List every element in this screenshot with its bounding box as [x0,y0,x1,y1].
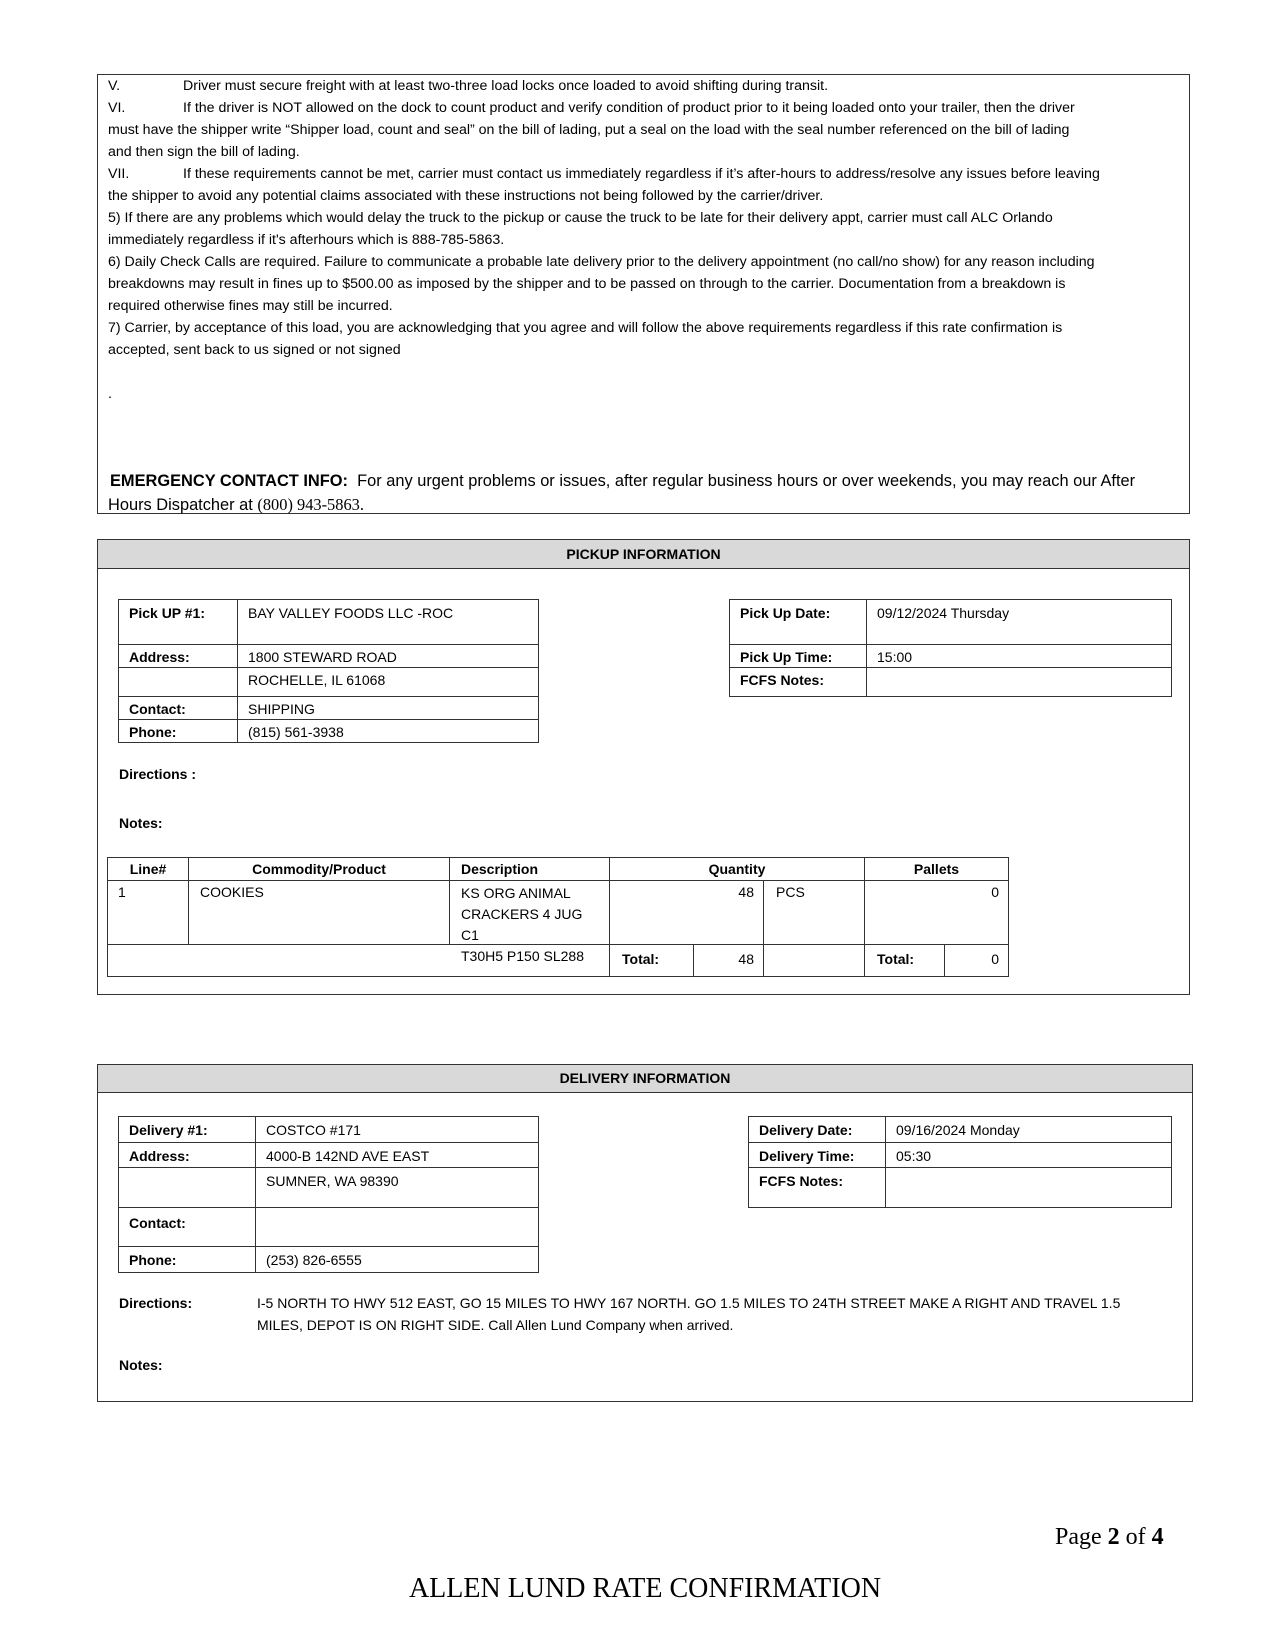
term-line [108,251,1179,273]
page-total: 4 [1151,1524,1164,1550]
commodity-row-description [449,880,610,964]
description-line: KS ORG ANIMAL [461,885,571,901]
commodity-header-line: Line# [107,857,189,881]
delivery-phone: (253) 826-6555 [255,1246,539,1273]
term-text: Driver must secure freight with at least two-three load locks once loaded to avoid shifting during transit. [183,78,829,94]
term-dot: . [108,386,112,402]
delivery-label-cell: Delivery #1: [118,1116,256,1143]
commodity-row-pallets: 0 [864,880,1009,945]
terms-box [97,74,1190,514]
pickup-name: BAY VALLEY FOODS LLC -ROC [237,599,539,645]
commodity-total-quantity: 48 [693,944,764,977]
delivery-time-label: Delivery Time: [748,1142,886,1168]
term-text: must have the shipper write “Shipper load, count and seal” on the bill of lading, put a seal on the load with the seal number referenced on the bill of lading [108,122,1070,138]
emergency-contact-line2 [108,493,364,517]
term-text: If the driver is NOT allowed on the dock to count product and verify condition of product prior to it being loaded onto your trailer, then the driver [183,100,1075,116]
term-line [108,317,1179,339]
term-text: If these requirements cannot be met, carrier must contact us immediately regardless if it’s after-hours to address/resolve any issues before leaving [183,166,1100,182]
pickup-time: 15:00 [866,644,1172,668]
document-title: ALLEN LUND RATE CONFIRMATION [408,1573,882,1604]
delivery-directions-line1: I-5 NORTH TO HWY 512 EAST, GO 15 MILES TO HWY 167 NORTH. GO 1.5 MILES TO 24TH STREET MAKE A RIGHT AND TRAVEL 1.5 [257,1295,1121,1311]
delivery-fcfs [885,1167,1172,1208]
delivery-date: 09/16/2024 Monday [885,1116,1172,1143]
pickup-fcfs [866,667,1172,697]
page-number [1055,1524,1164,1551]
delivery-notes-label: Notes: [119,1357,163,1373]
emergency-contact-line1 [110,469,1135,493]
emergency-contact-text2: Hours Dispatcher at [108,496,258,514]
commodity-row-quantity: 48 [609,880,764,945]
commodity-total-pallets-label: Total: [864,944,945,977]
pickup-phone-label: Phone: [118,719,238,743]
term-text: required otherwise fines may still be incurred. [108,298,393,314]
page-of: of [1119,1524,1152,1550]
emergency-contact-text: For any urgent problems or issues, after regular business hours or over weekends, you may reach our After [357,472,1136,490]
pickup-date-label: Pick Up Date: [729,599,867,645]
delivery-fcfs-label: FCFS Notes: [748,1167,886,1208]
pickup-notes-label: Notes: [119,815,163,831]
commodity-header-product: Commodity/Product [188,857,450,881]
term-line-7 [108,163,1179,185]
term-text: the shipper to avoid any potential claims associated with these instructions not being followed by the carrier/driver. [108,188,824,204]
pickup-section-header: PICKUP INFORMATION [98,540,1189,569]
term-text: immediately regardless if it's afterhours which is 888-785-5863. [108,232,505,248]
commodity-header-description: Description [449,857,610,881]
term-line [108,339,1179,361]
term-numeral: VII. [108,166,130,182]
commodity-row-line: 1 [107,880,189,945]
pickup-address-blank [118,667,238,697]
commodity-row-product: COOKIES [188,880,450,945]
delivery-directions-label: Directions: [119,1295,193,1311]
term-text: accepted, sent back to us signed or not signed [108,342,401,358]
description-line: CRACKERS 4 JUG C1 [461,906,583,943]
term-line [108,185,1179,207]
pickup-label-cell: Pick UP #1: [118,599,238,645]
delivery-phone-label: Phone: [118,1246,256,1273]
term-line [108,141,1179,163]
commodity-row-unit: PCS [763,880,865,945]
delivery-address-blank [118,1167,256,1208]
page-current: 2 [1107,1524,1120,1550]
emergency-contact-label: EMERGENCY CONTACT INFO: [110,472,348,490]
pickup-contact: SHIPPING [237,696,539,720]
term-line [108,207,1179,229]
delivery-time: 05:30 [885,1142,1172,1168]
commodity-total-unit-blank [763,944,865,977]
commodity-header-quantity: Quantity [609,857,865,881]
delivery-name: COSTCO #171 [255,1116,539,1143]
pickup-phone: (815) 561-3938 [237,719,539,743]
commodity-total-pallets: 0 [944,944,1009,977]
term-line [108,273,1179,295]
pickup-directions-label: Directions : [119,766,197,782]
term-text: 5) If there are any problems which would delay the truck to the pickup or cause the truck to be late for their delivery appt, carrier must call ALC Orlando [108,210,1053,226]
pickup-address-label: Address: [118,644,238,668]
pickup-address-line2: ROCHELLE, IL 61068 [237,667,539,697]
pickup-contact-label: Contact: [118,696,238,720]
term-text: 6) Daily Check Calls are required. Failure to communicate a probable late delivery prior to the delivery appointment (no call/no show) for any reason including [108,254,1095,270]
pickup-time-label: Pick Up Time: [729,644,867,668]
term-line-6 [108,97,1179,119]
term-text: breakdowns may result in fines up to $500.00 as imposed by the shipper and to be passed on through to the carrier. Documentation from a breakdown is [108,276,1066,292]
delivery-section-header: DELIVERY INFORMATION [98,1065,1192,1093]
term-line [108,229,1179,251]
commodity-total-quantity-label: Total: [609,944,694,977]
term-line [108,119,1179,141]
term-line-5 [108,75,1179,97]
pickup-fcfs-label: FCFS Notes: [729,667,867,697]
delivery-contact [255,1207,539,1247]
term-numeral: VI. [108,100,126,116]
term-line [108,295,1179,317]
description-line: T30H5 P150 SL288 [461,948,584,964]
emergency-phone: (800) 943-5863. [257,495,364,514]
term-text: 7) Carrier, by acceptance of this load, you are acknowledging that you agree and will follow the above requirements regardless if this rate confirmation is [108,320,1063,336]
delivery-contact-label: Contact: [118,1207,256,1247]
commodity-total-blank [107,944,610,977]
delivery-address-line2: SUMNER, WA 98390 [255,1167,539,1208]
delivery-address-line1: 4000-B 142ND AVE EAST [255,1142,539,1168]
pickup-date: 09/12/2024 Thursday [866,599,1172,645]
term-numeral: V. [108,78,121,94]
pickup-address-line1: 1800 STEWARD ROAD [237,644,539,668]
term-text: and then sign the bill of lading. [108,144,300,160]
delivery-address-label: Address: [118,1142,256,1168]
delivery-date-label: Delivery Date: [748,1116,886,1143]
page-prefix: Page [1055,1524,1108,1550]
delivery-directions-line2: MILES, DEPOT IS ON RIGHT SIDE. Call Allen Lund Company when arrived. [257,1317,734,1333]
commodity-header-pallets: Pallets [864,857,1009,881]
